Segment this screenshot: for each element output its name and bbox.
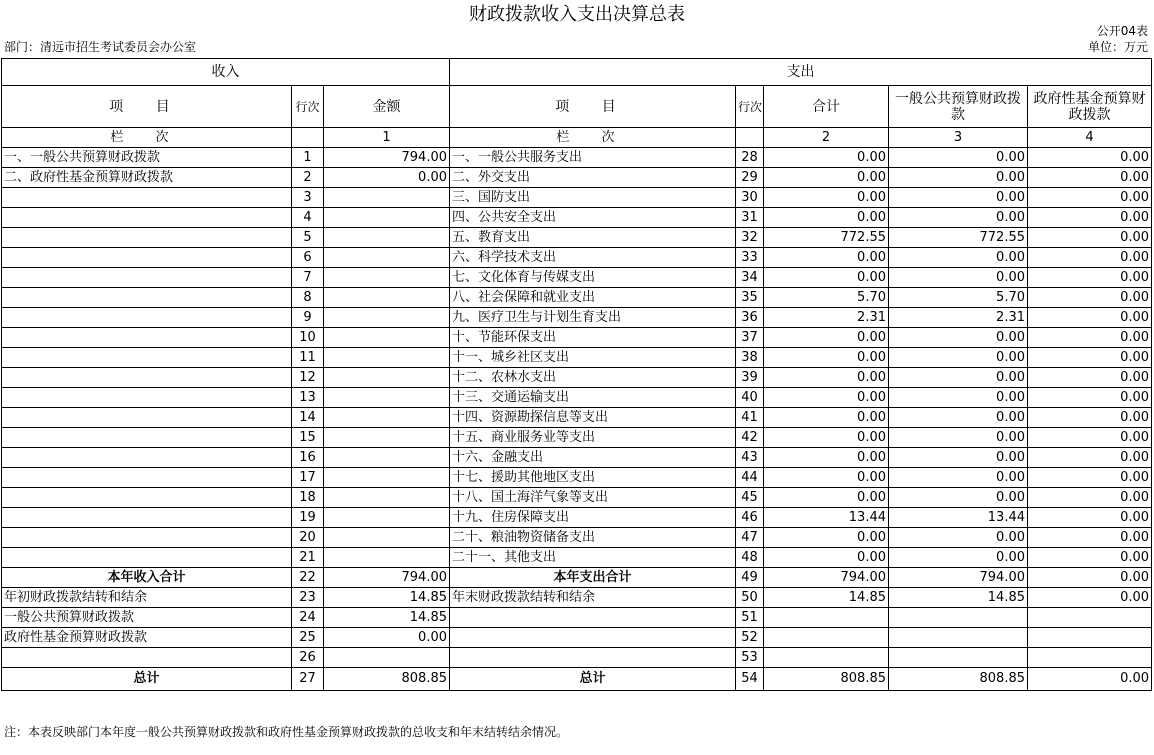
expense-gov-fund: 0.00 bbox=[1028, 388, 1152, 408]
expense-gov-fund: 0.00 bbox=[1028, 408, 1152, 428]
expense-item: 七、文化体育与传媒支出 bbox=[450, 268, 736, 288]
expense-general-budget: 0.00 bbox=[889, 328, 1028, 348]
expense-general-budget: 5.70 bbox=[889, 288, 1028, 308]
expense-item: 二十、粮油物资储备支出 bbox=[450, 528, 736, 548]
empty-cell bbox=[889, 608, 1028, 628]
income-item bbox=[2, 308, 292, 328]
expense-gov-fund: 0.00 bbox=[1028, 548, 1152, 568]
income-item bbox=[2, 408, 292, 428]
expense-grand-total-line-no: 54 bbox=[736, 668, 764, 691]
income-line-no: 8 bbox=[292, 288, 324, 308]
expense-gov-fund: 0.00 bbox=[1028, 508, 1152, 528]
expense-item: 五、教育支出 bbox=[450, 228, 736, 248]
empty-cell bbox=[1028, 628, 1152, 648]
end-balance-general: 14.85 bbox=[889, 588, 1028, 608]
expense-section-header: 支出 bbox=[450, 59, 1152, 86]
begin-fund-label: 政府性基金预算财政拨款 bbox=[2, 628, 292, 648]
column-index-3: 3 bbox=[889, 128, 1028, 148]
empty-cell bbox=[324, 648, 450, 668]
income-item: 一、一般公共预算财政拨款 bbox=[2, 148, 292, 168]
expense-gov-fund: 0.00 bbox=[1028, 528, 1152, 548]
income-line-no: 21 bbox=[292, 548, 324, 568]
expense-line-no: 47 bbox=[736, 528, 764, 548]
income-item: 二、政府性基金预算财政拨款 bbox=[2, 168, 292, 188]
income-item bbox=[2, 348, 292, 368]
expense-total-fund: 0.00 bbox=[1028, 568, 1152, 588]
expense-item: 三、国防支出 bbox=[450, 188, 736, 208]
income-total-line-no: 22 bbox=[292, 568, 324, 588]
end-balance-fund: 0.00 bbox=[1028, 588, 1152, 608]
income-amount-header: 金额 bbox=[324, 86, 450, 128]
income-line-no: 9 bbox=[292, 308, 324, 328]
expense-gov-fund: 0.00 bbox=[1028, 448, 1152, 468]
expense-item: 十、节能环保支出 bbox=[450, 328, 736, 348]
expense-total: 0.00 bbox=[764, 488, 889, 508]
expense-line-no: 34 bbox=[736, 268, 764, 288]
expense-item: 九、医疗卫生与计划生育支出 bbox=[450, 308, 736, 328]
table-row bbox=[2, 308, 1152, 328]
income-amount bbox=[324, 528, 450, 548]
empty-cell bbox=[450, 648, 736, 668]
expense-line-no-51: 51 bbox=[736, 608, 764, 628]
expense-general-budget: 0.00 bbox=[889, 348, 1028, 368]
income-item bbox=[2, 208, 292, 228]
expense-total: 0.00 bbox=[764, 408, 889, 428]
table-row bbox=[2, 408, 1152, 428]
income-line-no: 1 bbox=[292, 148, 324, 168]
end-balance-total: 14.85 bbox=[764, 588, 889, 608]
begin-balance-amount: 14.85 bbox=[324, 588, 450, 608]
income-amount bbox=[324, 548, 450, 568]
income-amount bbox=[324, 488, 450, 508]
expense-item: 四、公共安全支出 bbox=[450, 208, 736, 228]
table-row bbox=[2, 148, 1152, 168]
table-row bbox=[2, 388, 1152, 408]
income-line-no: 2 bbox=[292, 168, 324, 188]
expense-line-no: 29 bbox=[736, 168, 764, 188]
expense-general-budget: 0.00 bbox=[889, 168, 1028, 188]
table-row bbox=[2, 488, 1152, 508]
expense-gov-fund: 0.00 bbox=[1028, 248, 1152, 268]
expense-item: 二十一、其他支出 bbox=[450, 548, 736, 568]
expense-total-header: 合计 bbox=[764, 86, 889, 128]
empty-cell bbox=[764, 628, 889, 648]
expense-total-amount: 794.00 bbox=[764, 568, 889, 588]
table-row bbox=[2, 208, 1152, 228]
annual-total-row bbox=[2, 568, 1152, 588]
expense-item: 十九、住房保障支出 bbox=[450, 508, 736, 528]
income-item bbox=[2, 368, 292, 388]
income-item-header: 项 目 bbox=[2, 86, 292, 128]
expense-general-budget: 0.00 bbox=[889, 268, 1028, 288]
income-line-no: 16 bbox=[292, 448, 324, 468]
income-amount bbox=[324, 328, 450, 348]
expense-total-general: 794.00 bbox=[889, 568, 1028, 588]
income-amount bbox=[324, 228, 450, 248]
page-title: 财政拨款收入支出决算总表 bbox=[469, 4, 685, 25]
expense-gov-fund: 0.00 bbox=[1028, 148, 1152, 168]
income-amount bbox=[324, 288, 450, 308]
expense-general-budget: 0.00 bbox=[889, 528, 1028, 548]
empty-cell bbox=[764, 608, 889, 628]
expense-line-no: 35 bbox=[736, 288, 764, 308]
section-header-row bbox=[2, 59, 1152, 86]
expense-gov-fund: 0.00 bbox=[1028, 188, 1152, 208]
expense-line-no: 45 bbox=[736, 488, 764, 508]
income-line-no: 11 bbox=[292, 348, 324, 368]
income-line-no: 12 bbox=[292, 368, 324, 388]
expense-line-no: 44 bbox=[736, 468, 764, 488]
appropriation-table bbox=[1, 58, 1152, 691]
empty-cell bbox=[2, 648, 292, 668]
expense-item: 十七、援助其他地区支出 bbox=[450, 468, 736, 488]
expense-gov-fund: 0.00 bbox=[1028, 308, 1152, 328]
income-amount bbox=[324, 348, 450, 368]
begin-fund-row bbox=[2, 628, 1152, 648]
column-index-row bbox=[2, 128, 1152, 148]
expense-item: 六、科学技术支出 bbox=[450, 248, 736, 268]
income-total-amount: 794.00 bbox=[324, 568, 450, 588]
income-amount bbox=[324, 448, 450, 468]
income-column-index-blank bbox=[292, 128, 324, 148]
expense-gov-fund: 0.00 bbox=[1028, 168, 1152, 188]
expense-line-no: 31 bbox=[736, 208, 764, 228]
begin-general-label: 一般公共预算财政拨款 bbox=[2, 608, 292, 628]
table-row bbox=[2, 348, 1152, 368]
expense-total: 0.00 bbox=[764, 368, 889, 388]
department-label: 部门：清远市招生考试委员会办公室 bbox=[4, 40, 197, 54]
expense-gov-fund: 0.00 bbox=[1028, 208, 1152, 228]
expense-gov-fund: 0.00 bbox=[1028, 328, 1152, 348]
table-row bbox=[2, 248, 1152, 268]
expense-item-header: 项 目 bbox=[450, 86, 736, 128]
income-item bbox=[2, 428, 292, 448]
expense-total: 0.00 bbox=[764, 448, 889, 468]
income-grand-total-line-no: 27 bbox=[292, 668, 324, 691]
income-item bbox=[2, 448, 292, 468]
expense-total: 0.00 bbox=[764, 548, 889, 568]
expense-line-no: 30 bbox=[736, 188, 764, 208]
expense-general-budget: 13.44 bbox=[889, 508, 1028, 528]
income-item bbox=[2, 228, 292, 248]
table-row bbox=[2, 288, 1152, 308]
expense-line-no: 46 bbox=[736, 508, 764, 528]
expense-item: 十四、资源勘探信息等支出 bbox=[450, 408, 736, 428]
empty-cell bbox=[1028, 648, 1152, 668]
income-item bbox=[2, 248, 292, 268]
expense-item: 二、外交支出 bbox=[450, 168, 736, 188]
expense-line-no-header: 行次 bbox=[736, 86, 764, 128]
income-item bbox=[2, 468, 292, 488]
begin-general-line-no: 24 bbox=[292, 608, 324, 628]
expense-general-budget: 0.00 bbox=[889, 248, 1028, 268]
table-row bbox=[2, 428, 1152, 448]
expense-total: 2.31 bbox=[764, 308, 889, 328]
income-line-no: 18 bbox=[292, 488, 324, 508]
expense-gov-fund: 0.00 bbox=[1028, 488, 1152, 508]
income-grand-total-label: 总计 bbox=[2, 668, 292, 691]
expense-line-no-52: 52 bbox=[736, 628, 764, 648]
empty-cell bbox=[889, 628, 1028, 648]
expense-grand-total-fund: 0.00 bbox=[1028, 668, 1152, 691]
expense-general-budget: 0.00 bbox=[889, 488, 1028, 508]
income-line-no: 6 bbox=[292, 248, 324, 268]
income-line-no: 17 bbox=[292, 468, 324, 488]
end-balance-label: 年末财政拨款结转和结余 bbox=[450, 588, 736, 608]
begin-general-row bbox=[2, 608, 1152, 628]
table-row bbox=[2, 268, 1152, 288]
income-amount bbox=[324, 188, 450, 208]
expense-line-no: 33 bbox=[736, 248, 764, 268]
expense-item: 十六、金融支出 bbox=[450, 448, 736, 468]
expense-line-no: 38 bbox=[736, 348, 764, 368]
balance-row bbox=[2, 588, 1152, 608]
expense-grand-total: 808.85 bbox=[764, 668, 889, 691]
expense-general-budget: 0.00 bbox=[889, 408, 1028, 428]
table-row bbox=[2, 328, 1152, 348]
income-amount bbox=[324, 308, 450, 328]
income-item bbox=[2, 328, 292, 348]
income-column-label: 栏 次 bbox=[2, 128, 292, 148]
expense-total: 0.00 bbox=[764, 208, 889, 228]
income-amount bbox=[324, 368, 450, 388]
unit-label: 单位：万元 bbox=[1087, 40, 1148, 54]
income-line-no: 15 bbox=[292, 428, 324, 448]
expense-line-no: 42 bbox=[736, 428, 764, 448]
expense-grand-total-label: 总计 bbox=[450, 668, 736, 691]
income-amount bbox=[324, 508, 450, 528]
expense-item: 十八、国土海洋气象等支出 bbox=[450, 488, 736, 508]
column-index-1: 1 bbox=[324, 128, 450, 148]
expense-item: 十三、交通运输支出 bbox=[450, 388, 736, 408]
income-item bbox=[2, 188, 292, 208]
income-amount bbox=[324, 468, 450, 488]
grand-total-row bbox=[2, 668, 1152, 691]
expense-gov-fund: 0.00 bbox=[1028, 228, 1152, 248]
income-line-no: 20 bbox=[292, 528, 324, 548]
expense-total: 772.55 bbox=[764, 228, 889, 248]
table-row bbox=[2, 448, 1152, 468]
income-item bbox=[2, 488, 292, 508]
income-section-header: 收入 bbox=[2, 59, 450, 86]
income-line-no: 13 bbox=[292, 388, 324, 408]
expense-column-index-blank bbox=[736, 128, 764, 148]
expense-total: 5.70 bbox=[764, 288, 889, 308]
begin-balance-line-no: 23 bbox=[292, 588, 324, 608]
income-amount bbox=[324, 208, 450, 228]
expense-general-budget: 772.55 bbox=[889, 228, 1028, 248]
income-line-no: 10 bbox=[292, 328, 324, 348]
expense-general-budget: 0.00 bbox=[889, 148, 1028, 168]
income-line-no: 14 bbox=[292, 408, 324, 428]
expense-total: 0.00 bbox=[764, 528, 889, 548]
expense-line-no: 36 bbox=[736, 308, 764, 328]
table-row bbox=[2, 228, 1152, 248]
empty-cell bbox=[889, 648, 1028, 668]
income-line-no: 4 bbox=[292, 208, 324, 228]
expense-total: 0.00 bbox=[764, 468, 889, 488]
empty-cell bbox=[764, 648, 889, 668]
gov-fund-header: 政府性基金预算财政拨款 bbox=[1028, 86, 1152, 128]
income-amount bbox=[324, 408, 450, 428]
table-row bbox=[2, 188, 1152, 208]
income-amount bbox=[324, 248, 450, 268]
expense-general-budget: 0.00 bbox=[889, 468, 1028, 488]
empty-cell bbox=[450, 608, 736, 628]
expense-total: 0.00 bbox=[764, 268, 889, 288]
expense-item: 十五、商业服务业等支出 bbox=[450, 428, 736, 448]
end-balance-line-no: 50 bbox=[736, 588, 764, 608]
expense-general-budget: 0.00 bbox=[889, 388, 1028, 408]
income-line-no: 19 bbox=[292, 508, 324, 528]
expense-total: 0.00 bbox=[764, 388, 889, 408]
expense-line-no: 37 bbox=[736, 328, 764, 348]
expense-gov-fund: 0.00 bbox=[1028, 428, 1152, 448]
column-index-4: 4 bbox=[1028, 128, 1152, 148]
blank-row bbox=[2, 648, 1152, 668]
income-line-no: 3 bbox=[292, 188, 324, 208]
expense-line-no: 48 bbox=[736, 548, 764, 568]
expense-total: 13.44 bbox=[764, 508, 889, 528]
income-item bbox=[2, 508, 292, 528]
income-amount bbox=[324, 428, 450, 448]
table-row bbox=[2, 168, 1152, 188]
begin-balance-label: 年初财政拨款结转和结余 bbox=[2, 588, 292, 608]
expense-general-budget: 0.00 bbox=[889, 448, 1028, 468]
begin-general-amount: 14.85 bbox=[324, 608, 450, 628]
expense-gov-fund: 0.00 bbox=[1028, 348, 1152, 368]
expense-gov-fund: 0.00 bbox=[1028, 288, 1152, 308]
table-row bbox=[2, 468, 1152, 488]
expense-line-no-53: 53 bbox=[736, 648, 764, 668]
expense-total: 0.00 bbox=[764, 248, 889, 268]
expense-gov-fund: 0.00 bbox=[1028, 468, 1152, 488]
expense-line-no: 41 bbox=[736, 408, 764, 428]
table-row bbox=[2, 368, 1152, 388]
income-item bbox=[2, 268, 292, 288]
expense-general-budget: 0.00 bbox=[889, 368, 1028, 388]
income-line-no: 7 bbox=[292, 268, 324, 288]
income-amount bbox=[324, 268, 450, 288]
expense-total: 0.00 bbox=[764, 348, 889, 368]
expense-item: 十二、农林水支出 bbox=[450, 368, 736, 388]
expense-gov-fund: 0.00 bbox=[1028, 268, 1152, 288]
expense-gov-fund: 0.00 bbox=[1028, 368, 1152, 388]
expense-total: 0.00 bbox=[764, 328, 889, 348]
income-amount: 0.00 bbox=[324, 168, 450, 188]
expense-total: 0.00 bbox=[764, 428, 889, 448]
income-item bbox=[2, 388, 292, 408]
begin-fund-line-no: 25 bbox=[292, 628, 324, 648]
expense-column-label: 栏 次 bbox=[450, 128, 736, 148]
begin-fund-amount: 0.00 bbox=[324, 628, 450, 648]
income-grand-total: 808.85 bbox=[324, 668, 450, 691]
empty-cell bbox=[1028, 608, 1152, 628]
expense-general-budget: 0.00 bbox=[889, 548, 1028, 568]
income-line-no-header: 行次 bbox=[292, 86, 324, 128]
expense-item: 一、一般公共服务支出 bbox=[450, 148, 736, 168]
income-item bbox=[2, 548, 292, 568]
table-row bbox=[2, 548, 1152, 568]
expense-total: 0.00 bbox=[764, 168, 889, 188]
expense-general-budget: 0.00 bbox=[889, 208, 1028, 228]
expense-line-no: 40 bbox=[736, 388, 764, 408]
table-row bbox=[2, 528, 1152, 548]
expense-grand-total-general: 808.85 bbox=[889, 668, 1028, 691]
footnote: 注：本表反映部门本年度一般公共预算财政拨款和政府性基金预算财政拨款的总收支和年末结转结余情况。 bbox=[4, 725, 569, 739]
income-amount bbox=[324, 388, 450, 408]
form-number: 公开04表 bbox=[1096, 24, 1148, 38]
expense-line-no: 39 bbox=[736, 368, 764, 388]
expense-item: 八、社会保障和就业支出 bbox=[450, 288, 736, 308]
expense-total-label: 本年支出合计 bbox=[450, 568, 736, 588]
expense-line-no: 43 bbox=[736, 448, 764, 468]
expense-total: 0.00 bbox=[764, 148, 889, 168]
column-header-row bbox=[2, 86, 1152, 128]
expense-total-line-no: 49 bbox=[736, 568, 764, 588]
table-row bbox=[2, 508, 1152, 528]
income-total-label: 本年收入合计 bbox=[2, 568, 292, 588]
expense-general-budget: 0.00 bbox=[889, 188, 1028, 208]
expense-item: 十一、城乡社区支出 bbox=[450, 348, 736, 368]
income-item bbox=[2, 288, 292, 308]
expense-line-no: 32 bbox=[736, 228, 764, 248]
income-line-no: 5 bbox=[292, 228, 324, 248]
expense-line-no: 28 bbox=[736, 148, 764, 168]
expense-total: 0.00 bbox=[764, 188, 889, 208]
column-index-2: 2 bbox=[764, 128, 889, 148]
income-amount: 794.00 bbox=[324, 148, 450, 168]
income-item bbox=[2, 528, 292, 548]
general-budget-header: 一般公共预算财政拨款 bbox=[889, 86, 1028, 128]
income-line-no-26: 26 bbox=[292, 648, 324, 668]
expense-general-budget: 2.31 bbox=[889, 308, 1028, 328]
empty-cell bbox=[450, 628, 736, 648]
expense-general-budget: 0.00 bbox=[889, 428, 1028, 448]
